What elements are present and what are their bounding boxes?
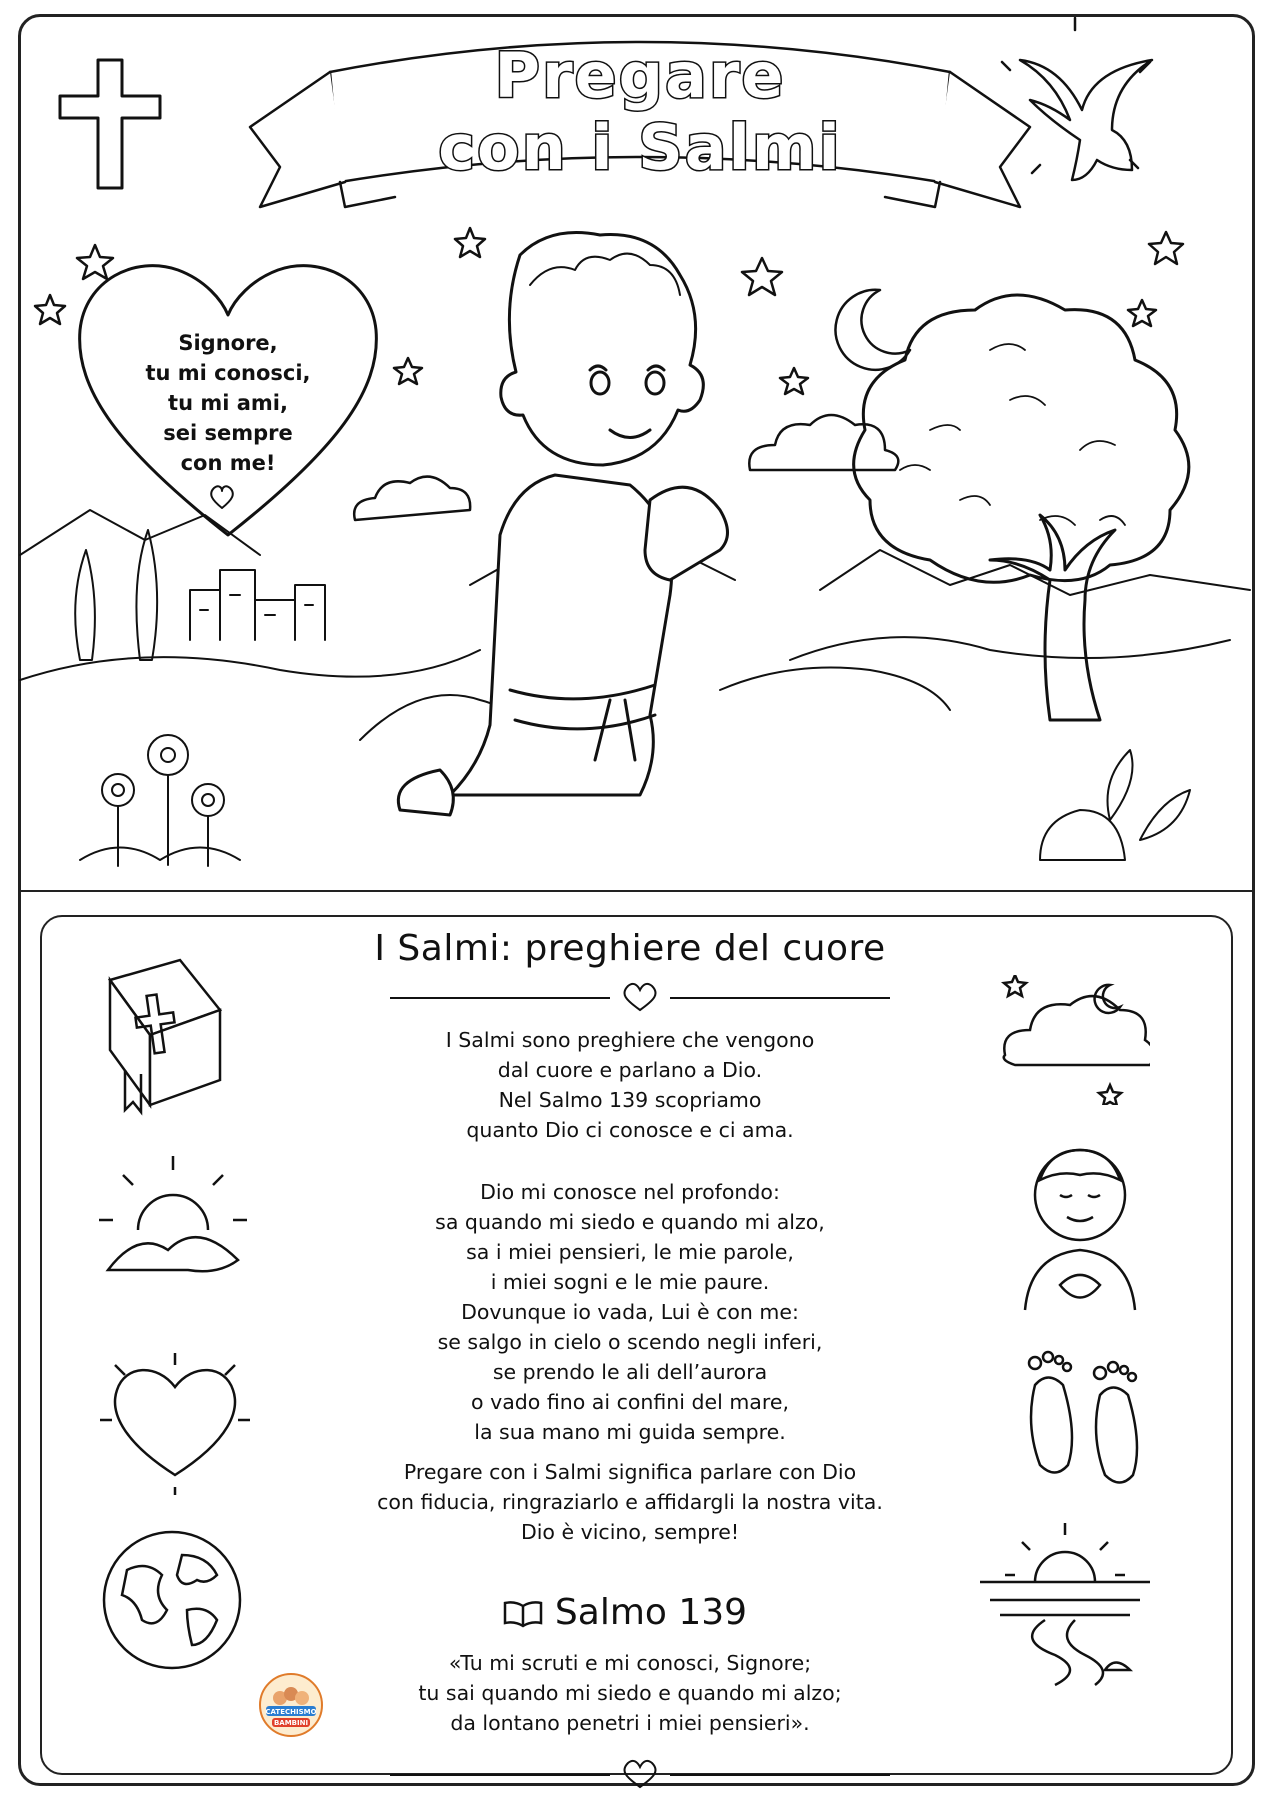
bottom-heart-divider: [380, 1755, 900, 1795]
praying-child: [398, 233, 727, 816]
banner-title: Pregare con i Salmi: [438, 39, 842, 184]
catechismo-badge: [258, 1672, 324, 1738]
heart-icon: [95, 1345, 255, 1495]
intro-paragraph: I Salmi sono preghiere che vengono dal cuore e parlano a Dio. Nel Salmo 139 scopriamo quanto Dio ci conosce e ci ama.: [445, 1028, 815, 1142]
globe-icon: [92, 1525, 252, 1675]
open-book-icon: [503, 1600, 543, 1628]
title-heart-divider: [380, 978, 900, 1018]
bible-icon: [90, 950, 240, 1120]
closing-paragraph: Pregare con i Salmi significa parlare con Dio con fiducia, ringraziarlo e affidargli la nostra vita. Dio è vicino, sempre!: [377, 1460, 883, 1544]
cloud: [749, 415, 898, 470]
panel-title: I Salmi: preghiere del cuore: [374, 928, 886, 969]
cloud-moon-icon: [990, 975, 1150, 1105]
badge-bottom-text: BAMBINI: [273, 1719, 309, 1727]
dove-icon: [1002, 18, 1152, 180]
sunrise-icon: [88, 1150, 258, 1280]
sunset-river-icon: [975, 1520, 1155, 1690]
praying-child-icon: [1005, 1135, 1155, 1315]
psalm-quote: «Tu mi scruti e mi conosci, Signore; tu sai quando mi siedo e quando mi alzo; da lontano penetri i miei pensieri».: [418, 1651, 842, 1735]
footprints-icon: [1005, 1345, 1155, 1485]
badge-top-text: CATECHISMO: [265, 1708, 317, 1716]
psalm-title: Salmo 139: [460, 1592, 790, 1633]
section-divider: [18, 890, 1255, 892]
moon-icon: [836, 290, 910, 370]
cross-icon: [60, 60, 160, 188]
cloud: [354, 477, 470, 520]
heart-prayer-text: Signore, tu mi conosci, tu mi ami, sei sempre con me!: [145, 331, 311, 475]
village: [75, 530, 325, 660]
body-paragraph: Dio mi conosce nel profondo: sa quando mi siedo e quando mi alzo, sa i miei pensieri, le mie parole, i miei sogni e le mie paure. Dovunque io vada, Lui è con me: se salgo in cielo o scendo negli inferi, se prendo le ali dell’aurora o vado fino ai confini del mare, la sua mano mi guida sempre.: [435, 1180, 825, 1444]
